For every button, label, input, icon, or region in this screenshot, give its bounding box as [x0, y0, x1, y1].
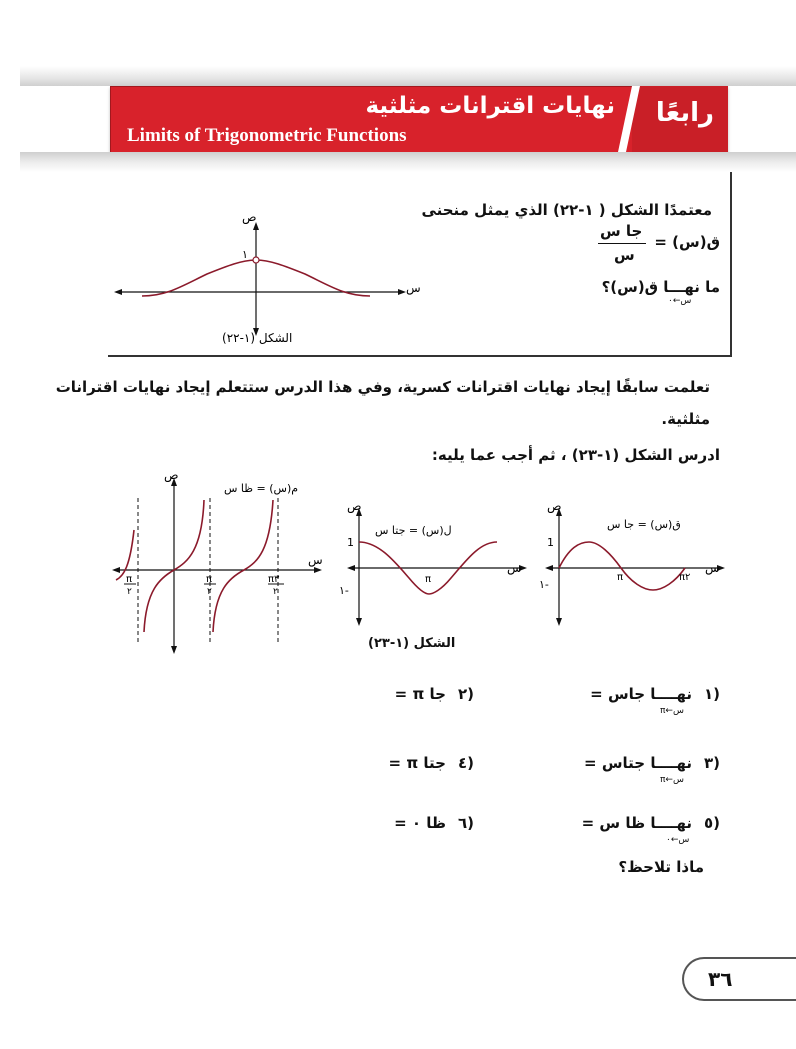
exercise-4-num: ٤)	[457, 754, 474, 772]
exercise-5-num: ٥)	[703, 814, 720, 832]
tick-den-2: ٢	[207, 587, 212, 597]
sin-tick-neg: ١-	[539, 578, 549, 591]
sin-x-label: س	[705, 561, 720, 575]
exercise-1-num: ١)	[703, 685, 720, 703]
study-instruction: ادرس الشكل (١-٢٣) ، ثم أجب عما يليه:	[431, 446, 720, 464]
exercise-3-num: ٣)	[703, 754, 720, 772]
cos-x-label: س	[507, 561, 522, 575]
figure-caption-22: الشكل (١-٢٢)	[222, 331, 293, 345]
intro-line1: معتمدًا الشكل ( ١-٢٢) الذي يمثل منحنى	[421, 201, 712, 219]
limit-subscript: س←٠	[668, 296, 692, 306]
tick-den-1: ٢	[127, 587, 132, 597]
tick-3half-pi: π٣	[268, 574, 280, 585]
closing-question: ماذا تلاحظ؟	[618, 858, 704, 876]
y-tick-1: ١	[242, 248, 248, 261]
tick-half-pi: π	[206, 574, 213, 585]
page-number-tab	[682, 957, 796, 1001]
y-axis-label: ص	[242, 210, 257, 224]
sin-tick-pos: 1	[547, 536, 554, 549]
tan-x-label: س	[308, 553, 323, 567]
tan-curve-branch-2	[213, 500, 273, 632]
header-bottom-band	[20, 152, 796, 172]
x-axis-label: س	[406, 281, 421, 295]
fraction-numerator: جا س	[600, 222, 643, 240]
fraction-bar	[598, 243, 646, 244]
section-number-label: رابعًا	[655, 98, 714, 128]
sin-y-label: ص	[547, 499, 562, 513]
hole-point	[253, 257, 259, 263]
exercise-2-num: ٢)	[457, 685, 474, 703]
exercise-6-num: ٦)	[457, 814, 474, 832]
paragraph-line2: مثلثية.	[661, 410, 710, 428]
exercise-6-text: ظا ٠ =	[394, 814, 446, 832]
exercise-1-text: نهــــا جاس =	[590, 685, 692, 703]
function-lhs: ق(س) =	[654, 233, 720, 251]
sin-graph	[535, 498, 730, 628]
paragraph-line1: تعلمت سابقًا إيجاد نهايات اقترانات كسرية، وفي هذا الدرس ستتعلم إيجاد نهايات اقترانات	[55, 378, 710, 396]
sin-function-label: ق(س) = جا س	[607, 518, 681, 531]
sin-tick-pi: π	[617, 572, 624, 583]
page-number: ٣٦	[708, 967, 733, 991]
limit-question: ما نهـــا ق(س)؟	[601, 278, 720, 296]
cos-tick-neg: ١-	[339, 584, 349, 597]
sinc-graph	[112, 208, 422, 348]
tan-y-label: ص	[164, 470, 179, 482]
figure-caption-23: الشكل (١-٢٣)	[368, 636, 456, 651]
cos-function-label: ل(س) = جتا س	[375, 524, 452, 537]
cos-tick-pi: π	[425, 574, 432, 585]
cos-y-label: ص	[347, 499, 362, 513]
header-top-band	[20, 66, 796, 86]
section-title-en: Limits of Trigonometric Functions	[127, 125, 407, 146]
section-title-ar: نهايات اقترانات مثلثية	[365, 93, 615, 119]
tan-graph	[112, 470, 327, 655]
tan-function-label: م(س) = ظا س	[224, 482, 299, 495]
cos-graph	[335, 498, 530, 628]
cos-tick-pos: 1	[347, 536, 354, 549]
exercise-3-text: نهــــا جتاس =	[584, 754, 692, 772]
sin-tick-2pi: π٢	[679, 572, 691, 583]
section-tag	[632, 86, 728, 152]
exercise-3-sub: س←π	[660, 775, 684, 785]
tick-den-3: ٢	[273, 587, 278, 597]
exercise-2-text: جا π =	[394, 685, 446, 703]
tick-neg-half-pi: π	[126, 574, 133, 585]
exercise-5-text: نهــــا ظا س =	[581, 814, 692, 832]
exercise-4-text: جتا π =	[388, 754, 446, 772]
banner-separator	[618, 86, 640, 152]
exercise-1-sub: س←π	[660, 706, 684, 716]
exercise-5-sub: س←٠	[666, 835, 690, 845]
fraction-denominator: س	[614, 246, 635, 264]
